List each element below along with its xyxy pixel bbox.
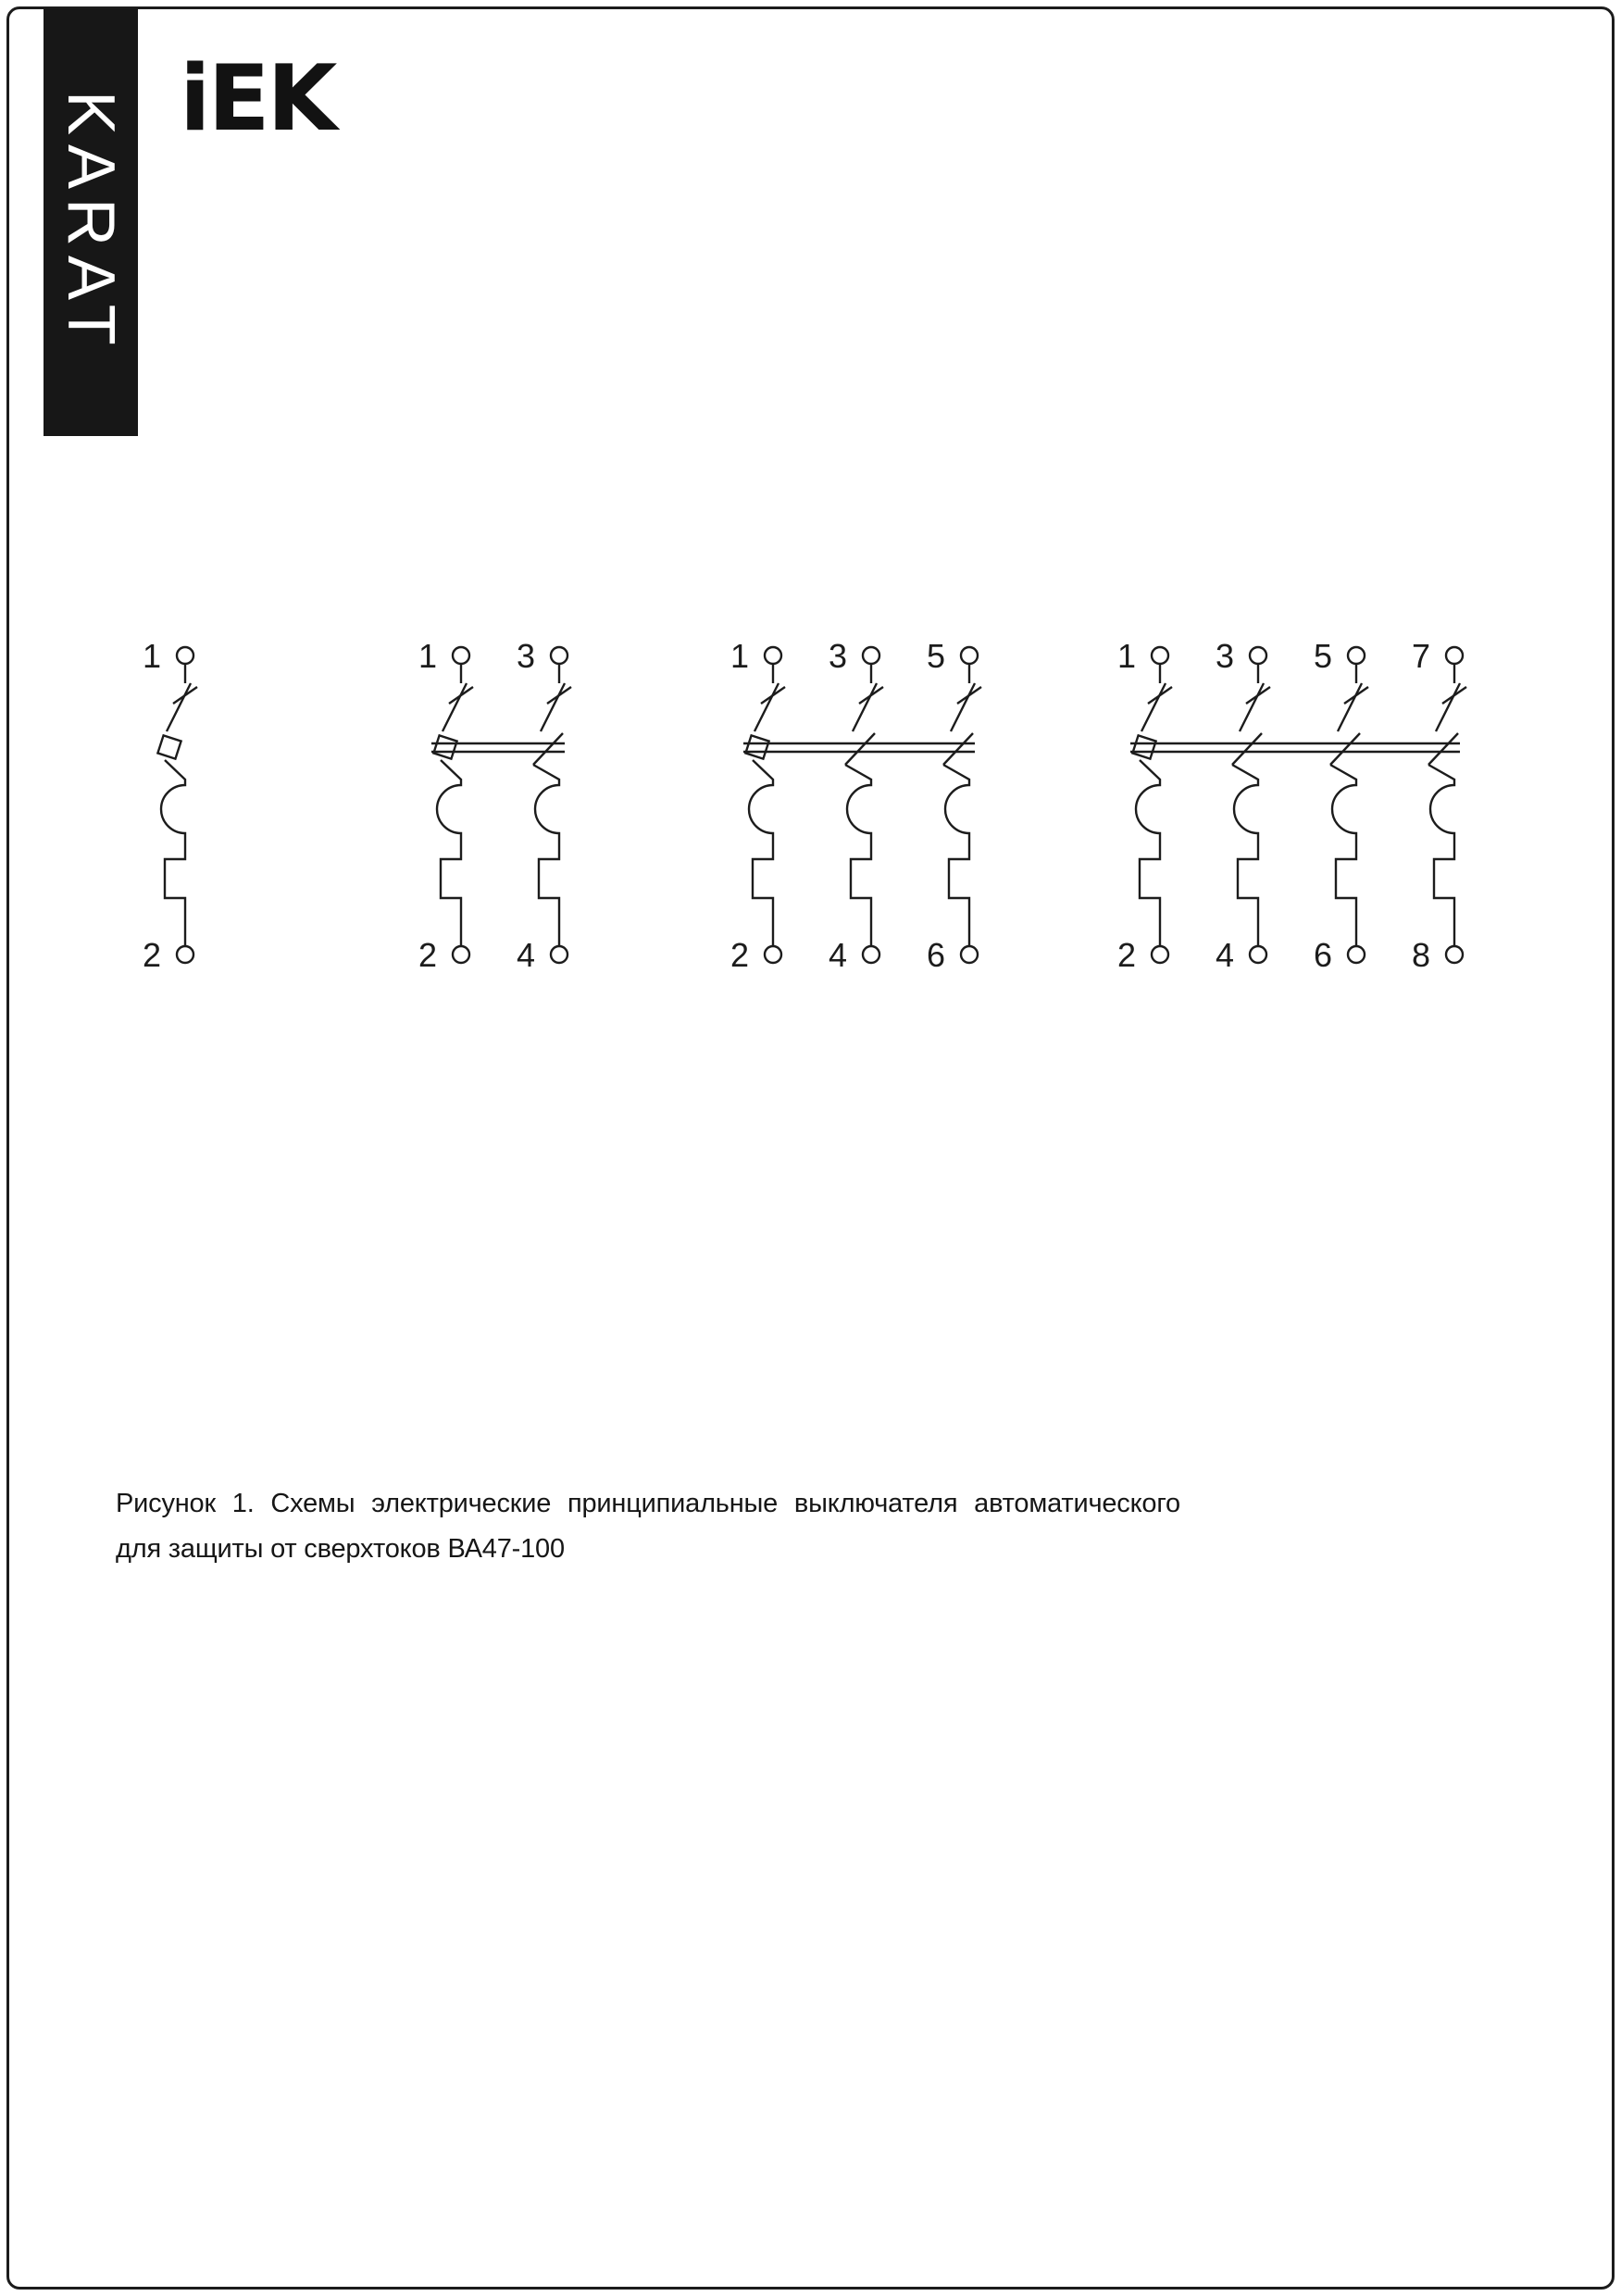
terminal-number: 8 [1411,936,1430,974]
terminal-number: 2 [1116,936,1136,974]
free-release-mechanism-square [1132,735,1155,758]
terminal-number: 1 [729,637,749,675]
contact-blade [951,683,975,731]
contact-tick [1344,687,1368,704]
top-terminal [961,647,978,664]
terminal-number: 2 [729,936,749,974]
bottom-terminal [1250,946,1266,963]
contact-blade [443,683,467,731]
top-terminal [1250,647,1266,664]
bottom-terminal [551,946,567,963]
bottom-terminal [1446,946,1463,963]
linkage-blade [1330,733,1360,765]
overcurrent-release-element [1232,765,1258,946]
schematic-2-pole-breaker [396,637,596,981]
linkage-blade [1232,733,1262,765]
karat-series-label: KARAT [54,90,128,355]
contact-blade [541,683,565,731]
contact-tick [1246,687,1270,704]
pole-symbols [1130,647,1466,963]
terminal-number: 4 [1215,936,1234,974]
terminal-number: 3 [516,637,535,675]
caption-line-2: для защиты от сверхтоков ВА47-100 [116,1534,565,1564]
top-terminal [765,647,781,664]
top-terminal [1348,647,1365,664]
linkage-blade [533,733,563,765]
free-release-mechanism-square [433,735,456,758]
bottom-terminal [177,946,193,963]
contact-tick [1148,687,1172,704]
overcurrent-release-element [943,765,969,946]
overcurrent-release-element [1428,765,1454,946]
overcurrent-release-element [437,760,461,946]
overcurrent-release-element [161,760,185,946]
contact-blade [853,683,877,731]
pole-symbols [157,647,197,963]
overcurrent-release-element [1136,760,1160,946]
bottom-terminal [961,946,978,963]
overcurrent-release-element [533,765,559,946]
terminal-number: 5 [926,637,945,675]
contact-blade [1436,683,1460,731]
contact-blade [167,683,191,731]
free-release-mechanism-square [745,735,768,758]
pole-symbols [743,647,981,963]
schematic-4-pole-breaker [1095,637,1491,981]
schematic-3-pole-breaker [708,637,1006,981]
linkage-blade [845,733,875,765]
contact-tick [173,687,197,704]
contact-blade [754,683,779,731]
terminal-number: 7 [1411,637,1430,675]
bottom-terminal [863,946,879,963]
terminal-number: 3 [1215,637,1234,675]
figure-caption [116,1481,1180,1572]
linkage-blade [943,733,973,765]
terminal-number: 1 [418,637,437,675]
terminal-number: 1 [1116,637,1136,675]
terminal-number: 6 [1313,936,1332,974]
contact-tick [761,687,785,704]
contact-blade [1240,683,1264,731]
caption-line-1: Рисунок 1. Схемы электрические принципиальные выключателя автоматического [116,1489,1180,1518]
bottom-terminal [765,946,781,963]
free-release-mechanism-square [157,735,181,758]
contact-tick [547,687,571,704]
overcurrent-release-element [1330,765,1356,946]
top-terminal [1152,647,1168,664]
bottom-terminal [1348,946,1365,963]
terminal-number: 6 [926,936,945,974]
overcurrent-release-element [749,760,773,946]
contact-tick [957,687,981,704]
bottom-terminal [1152,946,1168,963]
schematic-1-pole-breaker [120,637,222,981]
terminal-number: 5 [1313,637,1332,675]
top-terminal [551,647,567,664]
linkage-blade [1428,733,1458,765]
contact-tick [1442,687,1466,704]
top-terminal [453,647,469,664]
overcurrent-release-element [845,765,871,946]
top-terminal [863,647,879,664]
bottom-terminal [453,946,469,963]
terminal-number: 2 [418,936,437,974]
contact-blade [1338,683,1362,731]
terminal-number: 2 [142,936,161,974]
top-terminal [177,647,193,664]
terminal-number: 3 [828,637,847,675]
contact-tick [859,687,883,704]
pole-symbols [431,647,571,963]
terminal-number: 4 [828,936,847,974]
terminal-number: 4 [516,936,535,974]
top-terminal [1446,647,1463,664]
contact-blade [1141,683,1166,731]
contact-tick [449,687,473,704]
iek-logo-text: iEK [180,46,335,152]
terminal-number: 1 [142,637,161,675]
